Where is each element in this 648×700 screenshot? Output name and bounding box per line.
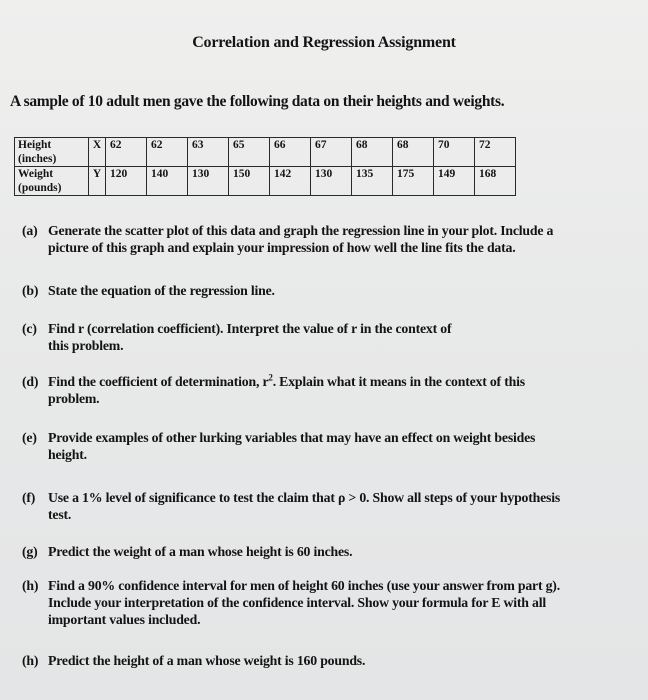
question-b [22, 282, 632, 299]
question-text: Include your interpretation of the confidence interval. Show your formula for E with all [48, 595, 546, 610]
question-label: (h) [22, 653, 39, 668]
question-h [22, 577, 632, 628]
question-text: height. [48, 447, 87, 462]
table-cell: 149 [434, 167, 475, 196]
question-text: State the equation of the regression line. [48, 283, 275, 298]
question-text: this problem. [48, 338, 124, 353]
question-text: test. [48, 507, 72, 522]
row-label-line2: (inches) [18, 153, 57, 165]
question-text: Predict the weight of a man whose height is 60 inches. [48, 544, 353, 559]
table-row-height [15, 138, 516, 167]
question-label: (f) [22, 490, 36, 505]
question-text: Use a 1% level of significance to test the claim that ρ > 0. Show all steps of your hypothesis [48, 490, 561, 505]
question-label: (g) [22, 544, 38, 559]
question-text: problem. [48, 391, 100, 406]
question-label: (h) [22, 578, 39, 593]
row-label [15, 167, 89, 196]
row-label [15, 138, 89, 167]
table-cell: 140 [147, 167, 188, 196]
question-g [22, 543, 632, 560]
table-cell: 150 [229, 167, 270, 196]
table-cell: 67 [311, 138, 352, 167]
question-text: . Explain what it means in the context of this [272, 374, 525, 389]
question-d [22, 373, 632, 407]
question-f [22, 489, 632, 523]
question-text: Predict the height of a man whose weight is 160 pounds. [48, 653, 366, 668]
question-h-second [22, 652, 632, 669]
question-e [22, 429, 632, 463]
intro-text: A sample of 10 adult men gave the following data on their heights and weights. [10, 93, 505, 110]
table-cell: 72 [475, 138, 516, 167]
table-cell: 175 [393, 167, 434, 196]
question-c [22, 320, 632, 354]
table-cell: 65 [229, 138, 270, 167]
table-cell: 62 [106, 138, 147, 167]
question-text: Find the coefficient of determination, r [48, 374, 269, 389]
question-text: Generate the scatter plot of this data and graph the regression line in your plot. Include a [48, 223, 554, 238]
question-text: important values included. [48, 612, 201, 627]
question-text: picture of this graph and explain your impression of how well the line fits the data. [48, 240, 516, 255]
table-cell: 70 [434, 138, 475, 167]
table-cell: 62 [147, 138, 188, 167]
row-label-line1: Weight [18, 168, 54, 180]
question-text: Find r (correlation coefficient). Interpret the value of r in the context of [48, 321, 452, 336]
question-text: Provide examples of other lurking variables that may have an effect on weight besides [48, 430, 536, 445]
table-cell: 130 [188, 167, 229, 196]
page-title: Correlation and Regression Assignment [192, 34, 456, 51]
question-a [22, 222, 632, 256]
row-symbol: Y [89, 167, 106, 196]
data-table [14, 137, 516, 196]
table-cell: 120 [106, 167, 147, 196]
question-label: (e) [22, 430, 37, 445]
question-label: (b) [22, 283, 39, 298]
table-cell: 168 [475, 167, 516, 196]
table-row-weight [15, 167, 516, 196]
question-label: (d) [22, 374, 39, 389]
table-cell: 135 [352, 167, 393, 196]
question-label: (a) [22, 223, 38, 238]
table-cell: 66 [270, 138, 311, 167]
table-cell: 63 [188, 138, 229, 167]
table-cell: 68 [393, 138, 434, 167]
row-label-line2: (pounds) [18, 182, 62, 194]
table-cell: 130 [311, 167, 352, 196]
table-cell: 142 [270, 167, 311, 196]
question-label: (c) [22, 321, 37, 336]
question-text: Find a 90% confidence interval for men of height 60 inches (use your answer from part g). [48, 578, 560, 593]
table-cell: 68 [352, 138, 393, 167]
superscript: 2 [268, 372, 273, 383]
row-label-line1: Height [18, 139, 52, 151]
row-symbol: X [89, 138, 106, 167]
